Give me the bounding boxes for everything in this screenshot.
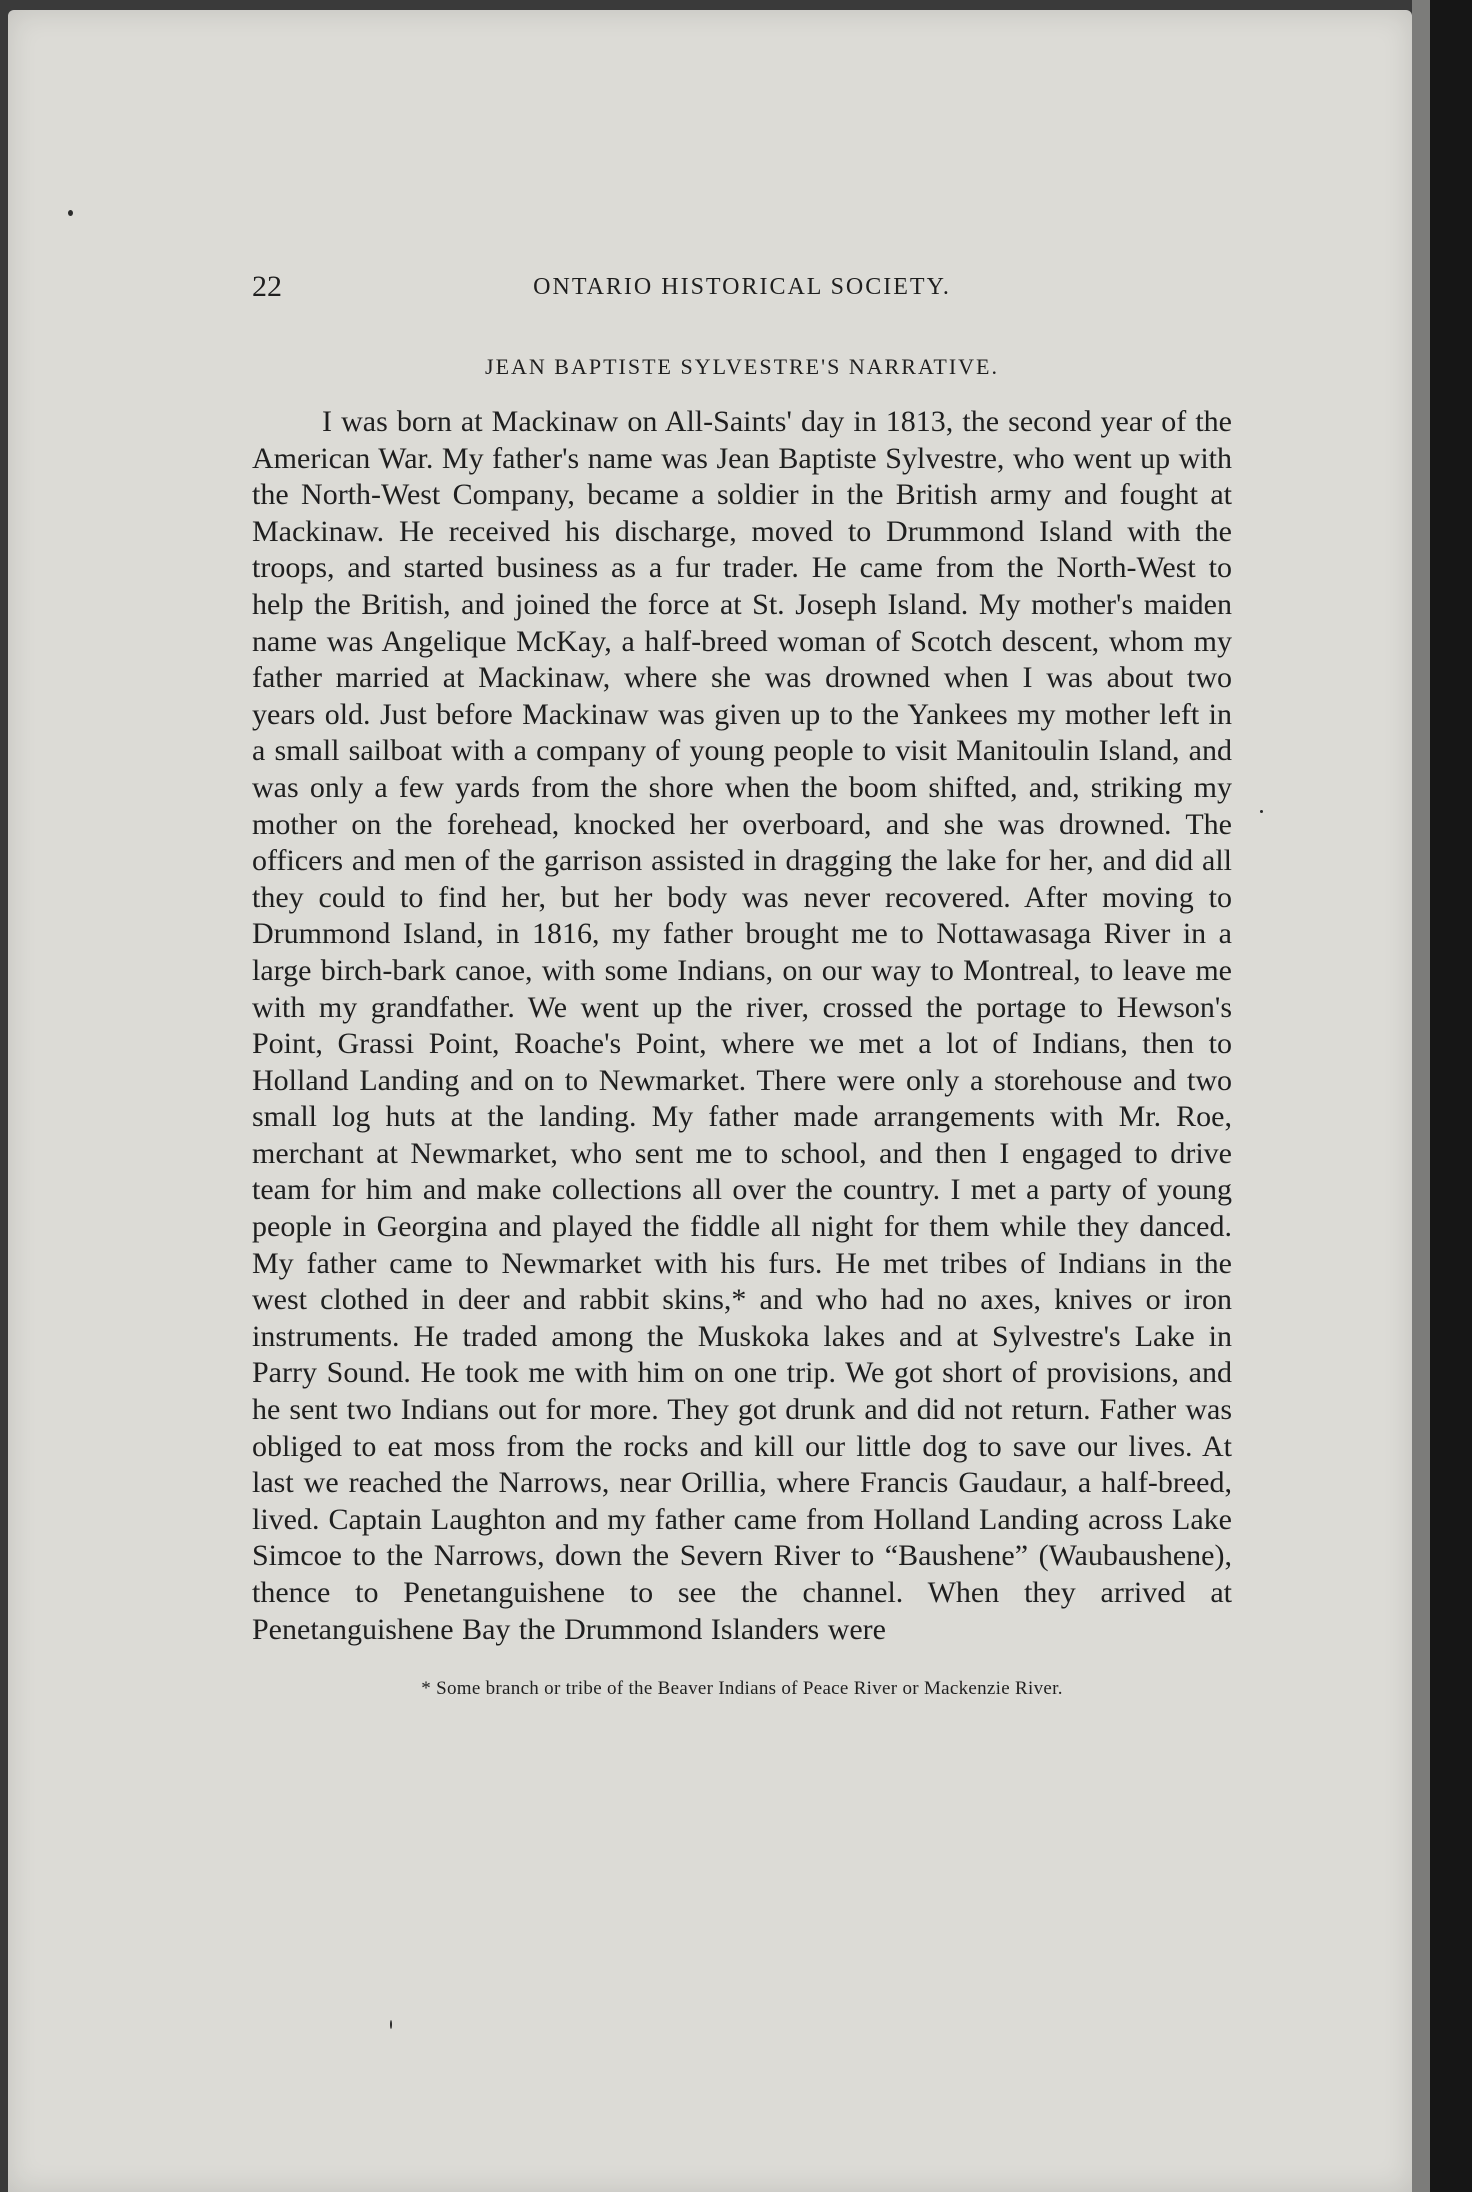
text-block bbox=[252, 270, 1232, 1700]
scan-speck bbox=[1260, 810, 1263, 813]
section-title: JEAN BAPTISTE SYLVESTRE'S NARRATIVE. bbox=[485, 354, 999, 379]
footnote: * Some branch or tribe of the Beaver Indians of Peace River or Mackenzie River. bbox=[421, 1678, 1063, 1700]
running-head bbox=[252, 270, 1232, 310]
scan-speck bbox=[390, 2020, 392, 2029]
scanner-border bbox=[1430, 0, 1472, 2192]
narrative-paragraph: I was born at Mackinaw on All-Saints' day in 1813, the second year of the American War. My father's name was Jean Baptiste Sylvestre, who went up with the North-West Company, became a soldier in the British army and fought at Mackinaw. He received his discharge, moved to Drummond Island with the troops, and started business as a fur trader. He came from the North-West to help the British, and joined the force at St. Joseph Island. My mother's maiden name was Angelique McKay, a half-breed woman of Scotch descent, whom my father married at Mackinaw, where she was drowned when I was about two years old. Just before Mackinaw was given up to the Yankees my mother left in a small sailboat with a company of young people to visit Manitoulin Island, and was only a few yards from the shore when the boom shifted, and, striking my mother on the forehead, knocked her overboard, and she was drowned. The officers and men of the garrison assisted in dragging the lake for her, and did all they could to find her, but her body was never recovered. After moving to Drummond Island, in 1816, my father brought me to Nottawasaga River in a large birch-bark canoe, with some Indians, on our way to Montreal, to leave me with my grandfather. We went up the river, crossed the portage to Hewson's Point, Grassi Point, Roache's Point, where we met a lot of Indians, then to Holland Landing and on to Newmarket. There were only a storehouse and two small log huts at the landing. My father made arrangements with Mr. Roe, merchant at Newmarket, who sent me to school, and then I engaged to drive team for him and make collections all over the country. I met a party of young people in Georgina and played the fiddle all night for them while they danced. My father came to Newmarket with his furs. He met tribes of Indians in the west clothed in deer and rabbit skins,* and who had no axes, knives or iron instruments. He traded among the Muskoka lakes and at Sylvestre's Lake in Parry Sound. He took me with him on one trip. We got short of provisions, and he sent two Indians out for more. They got drunk and did not return. Father was obliged to eat moss from the rocks and kill our little dog to save our lives. At last we reached the Narrows, near Orillia, where Francis Gaudaur, a half-breed, lived. Captain Laughton and my father came from Holland Landing across Lake Simcoe to the Narrows, down the Severn River to “Baushene” (Waubaushene), thence to Penetanguishene to see the channel. When they arrived at Penetanguishene Bay the Drummond Islanders were bbox=[252, 405, 1232, 1646]
scan-speck bbox=[68, 210, 73, 216]
journal-title: ONTARIO HISTORICAL SOCIETY. bbox=[533, 274, 951, 300]
page-number: 22 bbox=[252, 270, 282, 303]
page-edge-shadow bbox=[1412, 0, 1430, 2192]
